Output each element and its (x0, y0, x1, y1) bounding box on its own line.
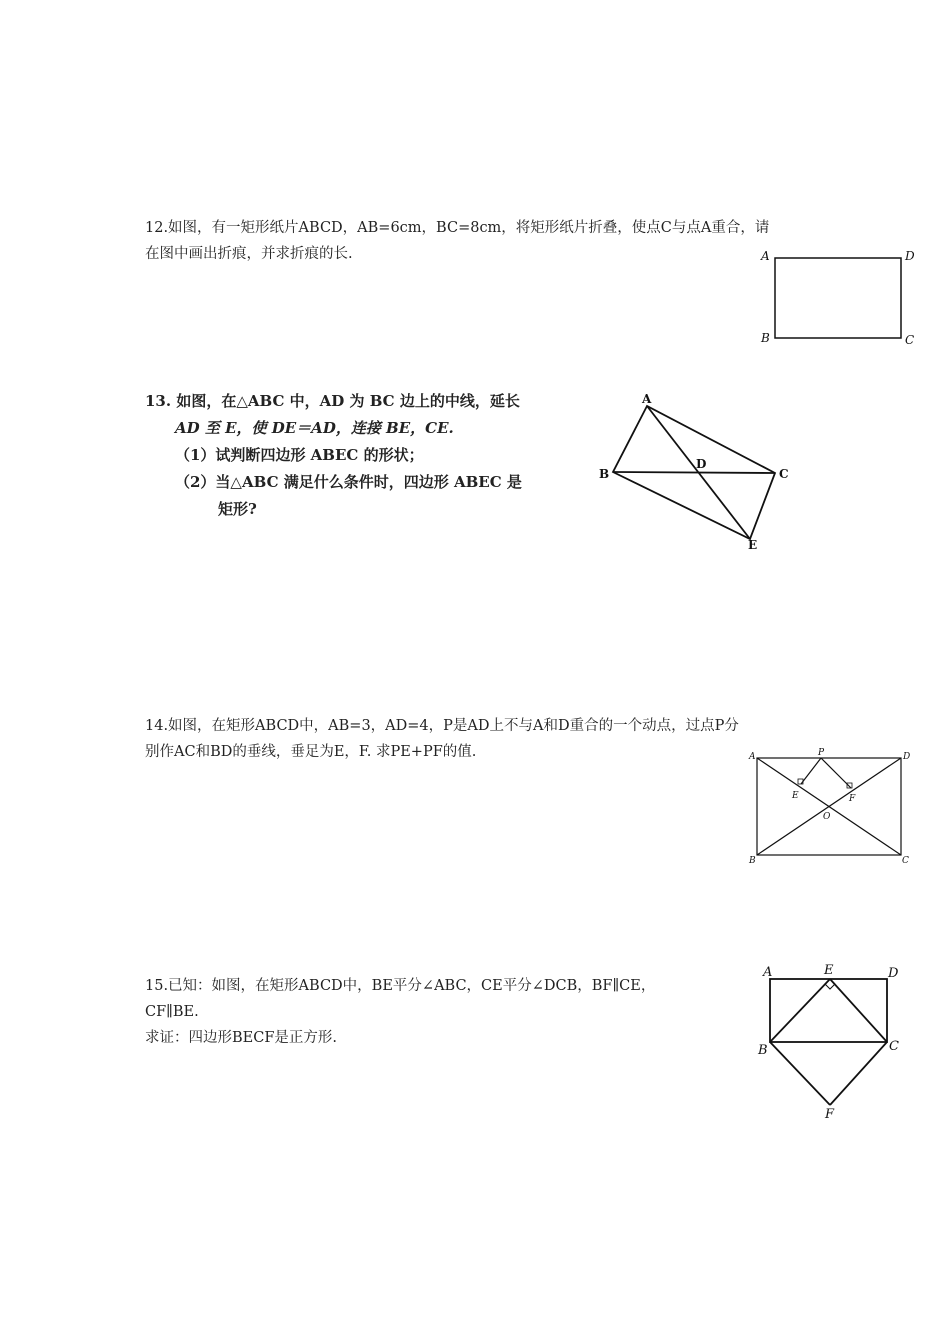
q13-quadrilateral-figure (595, 390, 795, 555)
q14-label-d: D (903, 752, 911, 762)
q15-label-a: A (763, 965, 773, 980)
q12-line-1: 12.如图，有一矩形纸片ABCD，AB=6cm，BC=8cm，将矩形纸片折叠，使点C与点A重合，请 (145, 220, 770, 236)
q13-label-c: C (779, 467, 789, 481)
q12-rectangle-figure (755, 248, 925, 348)
q15-label-b: B (758, 1043, 768, 1058)
q13-line-3: （1）试判断四边形 ABEC 的形状； (175, 446, 424, 464)
q13-line-1: 13. 如图，在△ABC 中，AD 为 BC 边上的中线，延长 (145, 392, 520, 410)
q14-label-c: C (902, 856, 909, 866)
q14-line-1: 14.如图，在矩形ABCD中，AB=3，AD=4，P是AD上不与A和D重合的一个动点，过点P分 (145, 718, 739, 734)
q12-label-b: B (761, 331, 770, 345)
q14-rectangle-figure (745, 745, 915, 870)
q14-line-2: 别作AC和BD的垂线，垂足为E，F. 求PE+PF的值. (145, 744, 477, 760)
q14-label-f: F (849, 794, 856, 804)
q15-label-d: D (888, 966, 899, 981)
q15-label-e: E (824, 963, 834, 978)
q15-label-f: F (825, 1107, 835, 1122)
q14-label-a: A (749, 752, 756, 762)
q14-label-o: O (823, 812, 831, 822)
q12-label-c: C (905, 333, 915, 347)
q14-label-e: E (792, 791, 799, 801)
q13-label-a: A (642, 392, 652, 406)
q15-line-3: 求证：四边形BECF是正方形. (145, 1030, 338, 1046)
q13-line-4: （2）当△ABC 满足什么条件时，四边形 ABEC 是 (175, 473, 522, 491)
q12-label-d: D (905, 249, 915, 263)
q12-label-a: A (761, 249, 770, 263)
q14-label-p: P (818, 748, 825, 758)
q14-label-b: B (749, 856, 756, 866)
q13-line-5: 矩形? (218, 500, 257, 518)
q13-label-d: D (696, 457, 707, 471)
q15-line-2: CF∥BE. (145, 1004, 199, 1020)
q12-line-2: 在图中画出折痕，并求折痕的长. (145, 246, 353, 262)
q15-square-figure (755, 960, 915, 1120)
q13-label-b: B (599, 467, 610, 481)
q15-label-c: C (889, 1039, 899, 1054)
q13-label-e: E (748, 538, 758, 552)
q15-line-1: 15.已知：如图，在矩形ABCD中，BE平分∠ABC，CE平分∠DCB，BF∥CE， (145, 978, 656, 994)
q13-line-2: AD 至 E，使 DE＝AD，连接 BE，CE. (175, 419, 454, 437)
